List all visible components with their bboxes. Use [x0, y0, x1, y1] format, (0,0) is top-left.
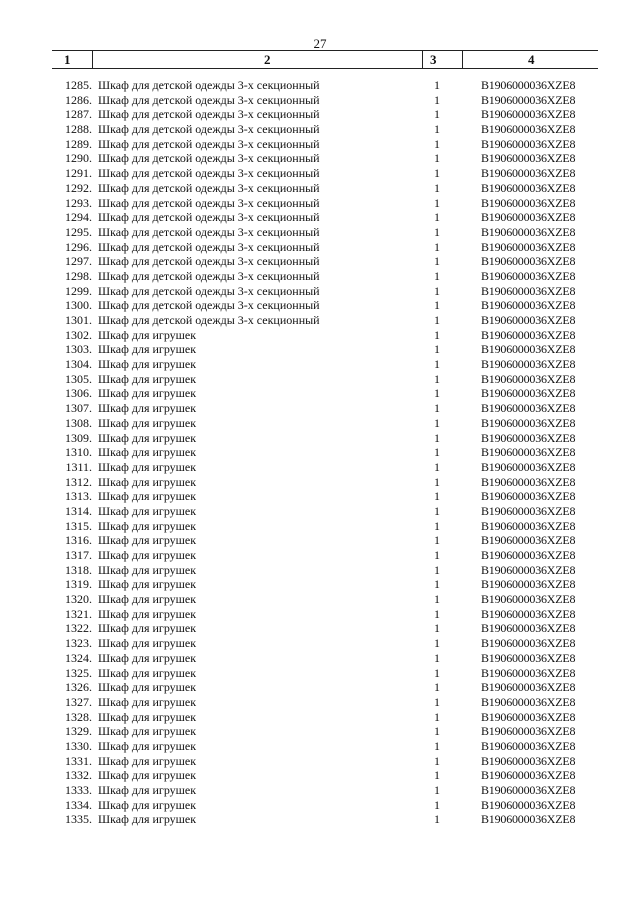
row-number: 1310. [65, 445, 92, 460]
item-quantity: 1 [434, 298, 440, 313]
item-code: В1906000036XZE8 [481, 621, 576, 636]
item-name: Шкаф для игрушек [98, 724, 197, 739]
row-number: 1316. [65, 533, 92, 548]
item-quantity: 1 [434, 636, 440, 651]
item-code: В1906000036XZE8 [481, 606, 576, 621]
item-code: В1906000036XZE8 [481, 665, 576, 680]
table-row [0, 651, 640, 666]
row-number: 1295. [65, 224, 92, 239]
row-number: 1305. [65, 371, 92, 386]
item-name: Шкаф для игрушек [98, 357, 197, 372]
item-name: Шкаф для детской одежды 3-х секционный [98, 283, 320, 298]
item-code: В1906000036XZE8 [481, 268, 576, 283]
table-row [0, 666, 640, 681]
table-row [0, 328, 640, 343]
item-quantity: 1 [434, 254, 440, 269]
item-code: В1906000036XZE8 [481, 548, 576, 562]
item-name: Шкаф для игрушек [98, 636, 197, 651]
item-quantity: 1 [434, 797, 440, 812]
table-row [0, 298, 640, 313]
items-table [0, 78, 640, 827]
table-row [0, 768, 640, 783]
row-number: 1335. [65, 812, 92, 827]
row-number: 1290. [65, 151, 92, 166]
item-quantity: 1 [434, 533, 440, 548]
row-number: 1319. [65, 577, 92, 592]
row-number: 1326. [65, 680, 92, 695]
item-name: Шкаф для игрушек [98, 709, 197, 724]
table-row [0, 431, 640, 446]
item-name: Шкаф для детской одежды 3-х секционный [98, 166, 320, 181]
item-code: В1906000036XZE8 [481, 122, 576, 137]
table-row [0, 636, 640, 651]
item-name: Шкаф для детской одежды 3-х секционный [98, 136, 320, 151]
item-code: В1906000036XZE8 [481, 636, 576, 651]
header-col-2: 2 [264, 52, 271, 67]
row-number: 1321. [65, 606, 92, 621]
table-row [0, 504, 640, 519]
table-row [0, 166, 640, 181]
row-number: 1292. [65, 180, 92, 195]
item-code: В1906000036XZE8 [481, 180, 576, 195]
item-code: В1906000036XZE8 [481, 166, 576, 181]
item-name: Шкаф для игрушек [98, 401, 197, 416]
item-code: В1906000036XZE8 [481, 577, 576, 592]
item-code: В1906000036XZE8 [481, 812, 576, 827]
item-quantity: 1 [434, 606, 440, 621]
item-name: Шкаф для детской одежды 3-х секционный [98, 268, 320, 283]
table-row [0, 754, 640, 769]
item-code: В1906000036XZE8 [481, 768, 576, 783]
item-name: Шкаф для детской одежды 3-х секционный [98, 92, 320, 107]
item-code: В1906000036XZE8 [481, 694, 576, 709]
item-name: Шкаф для игрушек [98, 503, 197, 518]
row-number: 1287. [65, 107, 92, 122]
item-code: В1906000036XZE8 [481, 136, 576, 151]
item-name: Шкаф для детской одежды 3-х секционный [98, 313, 320, 327]
item-quantity: 1 [434, 415, 440, 430]
item-code: В1906000036XZE8 [481, 371, 576, 386]
item-quantity: 1 [434, 562, 440, 577]
table-row [0, 533, 640, 548]
table-row [0, 416, 640, 431]
item-quantity: 1 [434, 195, 440, 210]
header-divider [462, 50, 463, 68]
item-name: Шкаф для игрушек [98, 533, 197, 548]
row-number: 1303. [65, 342, 92, 357]
row-number: 1313. [65, 489, 92, 504]
item-quantity: 1 [434, 180, 440, 195]
item-code: В1906000036XZE8 [481, 783, 576, 797]
item-name: Шкаф для детской одежды 3-х секционный [98, 195, 320, 210]
item-name: Шкаф для игрушек [98, 738, 197, 753]
item-quantity: 1 [434, 665, 440, 680]
item-code: В1906000036XZE8 [481, 195, 576, 210]
item-code: В1906000036XZE8 [481, 489, 576, 504]
row-number: 1318. [65, 562, 92, 577]
table-row [0, 489, 640, 504]
item-quantity: 1 [434, 210, 440, 225]
item-code: В1906000036XZE8 [481, 401, 576, 416]
item-code: В1906000036XZE8 [481, 283, 576, 298]
item-quantity: 1 [434, 107, 440, 122]
item-quantity: 1 [434, 78, 440, 92]
item-quantity: 1 [434, 812, 440, 827]
item-code: В1906000036XZE8 [481, 562, 576, 577]
table-row [0, 401, 640, 416]
item-quantity: 1 [434, 92, 440, 107]
row-number: 1331. [65, 753, 92, 768]
item-name: Шкаф для детской одежды 3-х секционный [98, 78, 320, 92]
table-row [0, 621, 640, 636]
item-code: В1906000036XZE8 [481, 298, 576, 313]
item-code: В1906000036XZE8 [481, 459, 576, 474]
item-code: В1906000036XZE8 [481, 107, 576, 122]
table-row [0, 739, 640, 754]
row-number: 1328. [65, 709, 92, 724]
header-col-3: 3 [430, 52, 437, 67]
item-code: В1906000036XZE8 [481, 724, 576, 739]
table-row [0, 93, 640, 108]
table-row [0, 254, 640, 269]
item-quantity: 1 [434, 753, 440, 768]
item-code: В1906000036XZE8 [481, 78, 576, 92]
header-divider [92, 50, 93, 68]
item-quantity: 1 [434, 445, 440, 460]
item-name: Шкаф для игрушек [98, 783, 197, 797]
row-number: 1297. [65, 254, 92, 269]
header-col-4: 4 [528, 52, 535, 67]
row-number: 1302. [65, 327, 92, 342]
table-row [0, 695, 640, 710]
item-quantity: 1 [434, 548, 440, 562]
table-row [0, 607, 640, 622]
item-quantity: 1 [434, 724, 440, 739]
table-row [0, 460, 640, 475]
item-code: В1906000036XZE8 [481, 533, 576, 548]
row-number: 1307. [65, 401, 92, 416]
item-code: В1906000036XZE8 [481, 342, 576, 357]
table-row [0, 798, 640, 813]
item-quantity: 1 [434, 592, 440, 607]
row-number: 1291. [65, 166, 92, 181]
table-row [0, 812, 640, 827]
table-row [0, 783, 640, 798]
header-divider [422, 50, 423, 68]
item-name: Шкаф для детской одежды 3-х секционный [98, 122, 320, 137]
row-number: 1315. [65, 518, 92, 533]
row-number: 1288. [65, 122, 92, 137]
row-number: 1300. [65, 298, 92, 313]
table-row [0, 181, 640, 196]
row-number: 1323. [65, 636, 92, 651]
item-quantity: 1 [434, 621, 440, 636]
item-code: В1906000036XZE8 [481, 474, 576, 489]
table-row [0, 592, 640, 607]
item-name: Шкаф для игрушек [98, 518, 197, 533]
table-header [52, 50, 598, 69]
item-quantity: 1 [434, 738, 440, 753]
item-code: В1906000036XZE8 [481, 415, 576, 430]
item-name: Шкаф для детской одежды 3-х секционный [98, 151, 320, 166]
item-quantity: 1 [434, 313, 440, 327]
item-quantity: 1 [434, 503, 440, 518]
item-quantity: 1 [434, 709, 440, 724]
row-number: 1298. [65, 268, 92, 283]
table-row [0, 137, 640, 152]
row-number: 1306. [65, 386, 92, 401]
table-row [0, 240, 640, 255]
page-number: 27 [313, 36, 327, 51]
table-row [0, 519, 640, 534]
row-number: 1311. [65, 459, 92, 474]
row-number: 1296. [65, 239, 92, 254]
row-number: 1309. [65, 430, 92, 445]
item-quantity: 1 [434, 694, 440, 709]
table-row [0, 269, 640, 284]
item-name: Шкаф для игрушек [98, 459, 197, 474]
row-number: 1324. [65, 650, 92, 665]
item-name: Шкаф для детской одежды 3-х секционный [98, 298, 320, 313]
item-quantity: 1 [434, 283, 440, 298]
table-row [0, 122, 640, 137]
item-quantity: 1 [434, 518, 440, 533]
item-code: В1906000036XZE8 [481, 224, 576, 239]
item-quantity: 1 [434, 768, 440, 783]
item-code: В1906000036XZE8 [481, 650, 576, 665]
item-code: В1906000036XZE8 [481, 430, 576, 445]
item-code: В1906000036XZE8 [481, 327, 576, 342]
row-number: 1334. [65, 797, 92, 812]
item-name: Шкаф для игрушек [98, 445, 197, 460]
row-number: 1329. [65, 724, 92, 739]
header-col-1: 1 [64, 52, 71, 67]
row-number: 1330. [65, 738, 92, 753]
table-row [0, 225, 640, 240]
row-number: 1312. [65, 474, 92, 489]
item-name: Шкаф для игрушек [98, 768, 197, 783]
table-row [0, 196, 640, 211]
item-code: В1906000036XZE8 [481, 518, 576, 533]
row-number: 1304. [65, 357, 92, 372]
table-row [0, 151, 640, 166]
row-number: 1322. [65, 621, 92, 636]
row-number: 1317. [65, 548, 92, 562]
item-quantity: 1 [434, 489, 440, 504]
item-code: В1906000036XZE8 [481, 592, 576, 607]
table-row [0, 342, 640, 357]
item-name: Шкаф для игрушек [98, 812, 197, 827]
item-name: Шкаф для игрушек [98, 415, 197, 430]
table-row [0, 372, 640, 387]
table-row [0, 577, 640, 592]
item-code: В1906000036XZE8 [481, 386, 576, 401]
item-name: Шкаф для игрушек [98, 621, 197, 636]
item-name: Шкаф для игрушек [98, 665, 197, 680]
item-quantity: 1 [434, 401, 440, 416]
item-name: Шкаф для игрушек [98, 650, 197, 665]
table-row [0, 386, 640, 401]
item-quantity: 1 [434, 474, 440, 489]
item-quantity: 1 [434, 268, 440, 283]
row-number: 1320. [65, 592, 92, 607]
row-number: 1294. [65, 210, 92, 225]
item-name: Шкаф для игрушек [98, 797, 197, 812]
table-row [0, 357, 640, 372]
table-row [0, 78, 640, 93]
item-code: В1906000036XZE8 [481, 445, 576, 460]
item-quantity: 1 [434, 357, 440, 372]
item-name: Шкаф для игрушек [98, 577, 197, 592]
item-name: Шкаф для детской одежды 3-х секционный [98, 254, 320, 269]
table-row [0, 284, 640, 299]
item-quantity: 1 [434, 386, 440, 401]
item-quantity: 1 [434, 136, 440, 151]
item-quantity: 1 [434, 224, 440, 239]
row-number: 1301. [65, 313, 92, 327]
table-row [0, 548, 640, 563]
item-quantity: 1 [434, 459, 440, 474]
item-name: Шкаф для игрушек [98, 474, 197, 489]
item-name: Шкаф для игрушек [98, 430, 197, 445]
item-code: В1906000036XZE8 [481, 254, 576, 269]
table-row [0, 445, 640, 460]
row-number: 1285. [65, 78, 92, 92]
item-name: Шкаф для игрушек [98, 327, 197, 342]
table-row [0, 710, 640, 725]
item-quantity: 1 [434, 342, 440, 357]
item-quantity: 1 [434, 680, 440, 695]
item-code: В1906000036XZE8 [481, 92, 576, 107]
item-name: Шкаф для игрушек [98, 386, 197, 401]
table-row [0, 475, 640, 490]
item-code: В1906000036XZE8 [481, 313, 576, 327]
item-name: Шкаф для игрушек [98, 680, 197, 695]
item-quantity: 1 [434, 650, 440, 665]
item-quantity: 1 [434, 430, 440, 445]
item-name: Шкаф для детской одежды 3-х секционный [98, 107, 320, 122]
row-number: 1325. [65, 665, 92, 680]
item-name: Шкаф для игрушек [98, 606, 197, 621]
row-number: 1333. [65, 783, 92, 797]
item-code: В1906000036XZE8 [481, 680, 576, 695]
table-row [0, 313, 640, 328]
item-name: Шкаф для игрушек [98, 371, 197, 386]
item-code: В1906000036XZE8 [481, 503, 576, 518]
row-number: 1293. [65, 195, 92, 210]
item-name: Шкаф для игрушек [98, 694, 197, 709]
item-name: Шкаф для детской одежды 3-х секционный [98, 180, 320, 195]
item-name: Шкаф для игрушек [98, 562, 197, 577]
item-name: Шкаф для детской одежды 3-х секционный [98, 210, 320, 225]
item-code: В1906000036XZE8 [481, 357, 576, 372]
item-name: Шкаф для детской одежды 3-х секционный [98, 224, 320, 239]
row-number: 1327. [65, 694, 92, 709]
item-quantity: 1 [434, 327, 440, 342]
item-name: Шкаф для игрушек [98, 548, 197, 562]
item-quantity: 1 [434, 783, 440, 797]
item-code: В1906000036XZE8 [481, 239, 576, 254]
item-name: Шкаф для игрушек [98, 592, 197, 607]
item-quantity: 1 [434, 371, 440, 386]
row-number: 1332. [65, 768, 92, 783]
item-quantity: 1 [434, 239, 440, 254]
item-quantity: 1 [434, 122, 440, 137]
table-row [0, 107, 640, 122]
item-name: Шкаф для игрушек [98, 342, 197, 357]
item-code: В1906000036XZE8 [481, 797, 576, 812]
item-code: В1906000036XZE8 [481, 738, 576, 753]
row-number: 1286. [65, 92, 92, 107]
item-name: Шкаф для игрушек [98, 753, 197, 768]
row-number: 1314. [65, 503, 92, 518]
row-number: 1308. [65, 415, 92, 430]
item-quantity: 1 [434, 166, 440, 181]
table-row [0, 210, 640, 225]
row-number: 1299. [65, 283, 92, 298]
table-row [0, 680, 640, 695]
item-name: Шкаф для детской одежды 3-х секционный [98, 239, 320, 254]
item-code: В1906000036XZE8 [481, 210, 576, 225]
item-code: В1906000036XZE8 [481, 709, 576, 724]
item-code: В1906000036XZE8 [481, 753, 576, 768]
row-number: 1289. [65, 136, 92, 151]
item-quantity: 1 [434, 577, 440, 592]
item-name: Шкаф для игрушек [98, 489, 197, 504]
table-row [0, 563, 640, 578]
item-code: В1906000036XZE8 [481, 151, 576, 166]
table-row [0, 724, 640, 739]
item-quantity: 1 [434, 151, 440, 166]
